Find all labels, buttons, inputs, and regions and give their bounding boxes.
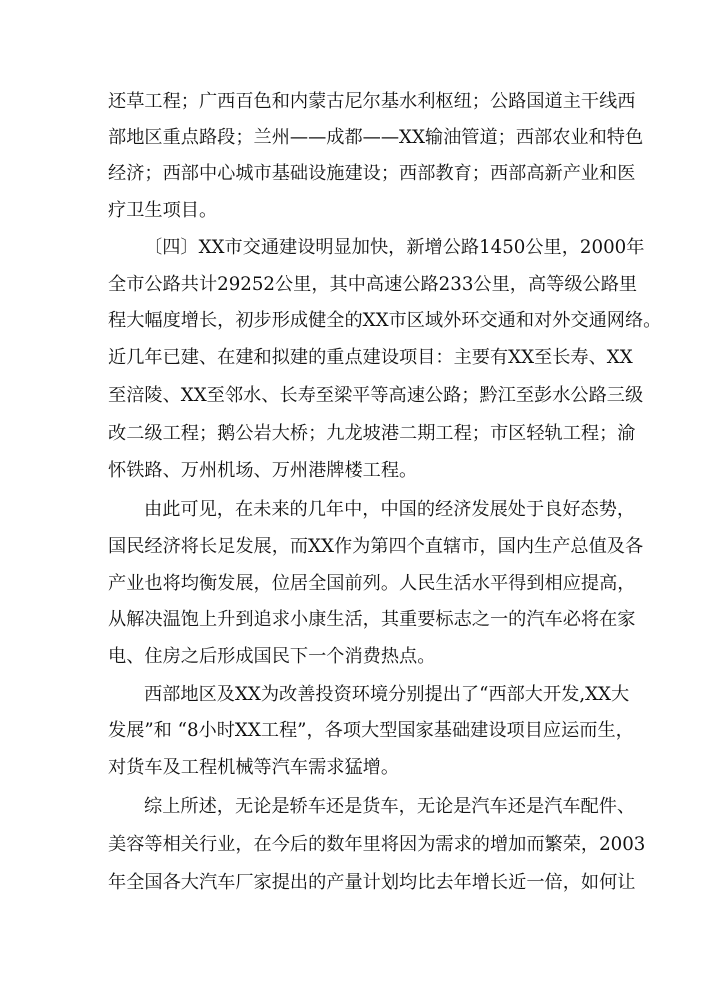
paragraph-line: 国民经济将长足发展，而XX作为第四个直辖市，国内生产总值及各 [108,536,644,557]
paragraph-line: 年全国各大汽车厂家提出的产量计划均比去年增长近一倍，如何让 [108,872,636,893]
paragraph-line: 产业也将均衡发展，位居全国前列。人民生活水平得到相应提高， [108,573,636,594]
paragraph-line: 至涪陵、XX至邻水、长寿至梁平等高速公路；黔江至彭水公路三级 [108,385,644,406]
paragraph-line: 发展”和 “8小时XX工程”，各项大型国家基础建设项目应运而生， [108,720,634,741]
paragraph-line: 程大幅度增长，初步形成健全的XX市区域外环交通和对外交通网络。 [108,310,662,331]
paragraph-line: 由此可见，在未来的几年中，中国的经济发展处于良好态势， [144,499,636,520]
paragraph-line: 改二级工程；鹅公岩大桥；九龙坡港二期工程；市区轻轨工程；渝 [108,423,636,444]
paragraph-line: 部地区重点路段；兰州——成都——XX输油管道；西部农业和特色 [108,127,644,148]
paragraph-line: 〔四〕XX市交通建设明显加快，新增公路1450公里，2000年 [144,237,645,258]
paragraph-line: 综上所述，无论是轿车还是货车，无论是汽车还是汽车配件、 [144,796,636,817]
paragraph-line: 还草工程；广西百色和内蒙古尼尔基水利枢纽；公路国道主干线西 [108,91,636,112]
paragraph-line: 从解决温饱上升到追求小康生活，其重要标志之一的汽车必将在家 [108,609,636,630]
paragraph-line: 电、住房之后形成国民下一个消费热点。 [108,646,436,667]
paragraph-line: 怀铁路、万州机场、万州港牌楼工程。 [108,460,418,481]
paragraph-line: 西部地区及XX为改善投资环境分别提出了“西部大开发,XX大 [144,684,630,705]
paragraph-line: 全市公路共计29252公里，其中高速公路233公里，高等级公路里 [108,274,638,295]
paragraph-line: 近几年已建、在建和拟建的重点建设项目：主要有XX至长寿、XX [108,347,633,368]
paragraph-line: 对货车及工程机械等汽车需求猛增。 [108,757,400,778]
paragraph-line: 疗卫生项目。 [108,200,218,221]
paragraph-line: 美容等相关行业，在今后的数年里将因为需求的增加而繁荣，2003 [108,834,646,855]
paragraph-line: 经济；西部中心城市基础设施建设；西部教育；西部高新产业和医 [108,163,636,184]
